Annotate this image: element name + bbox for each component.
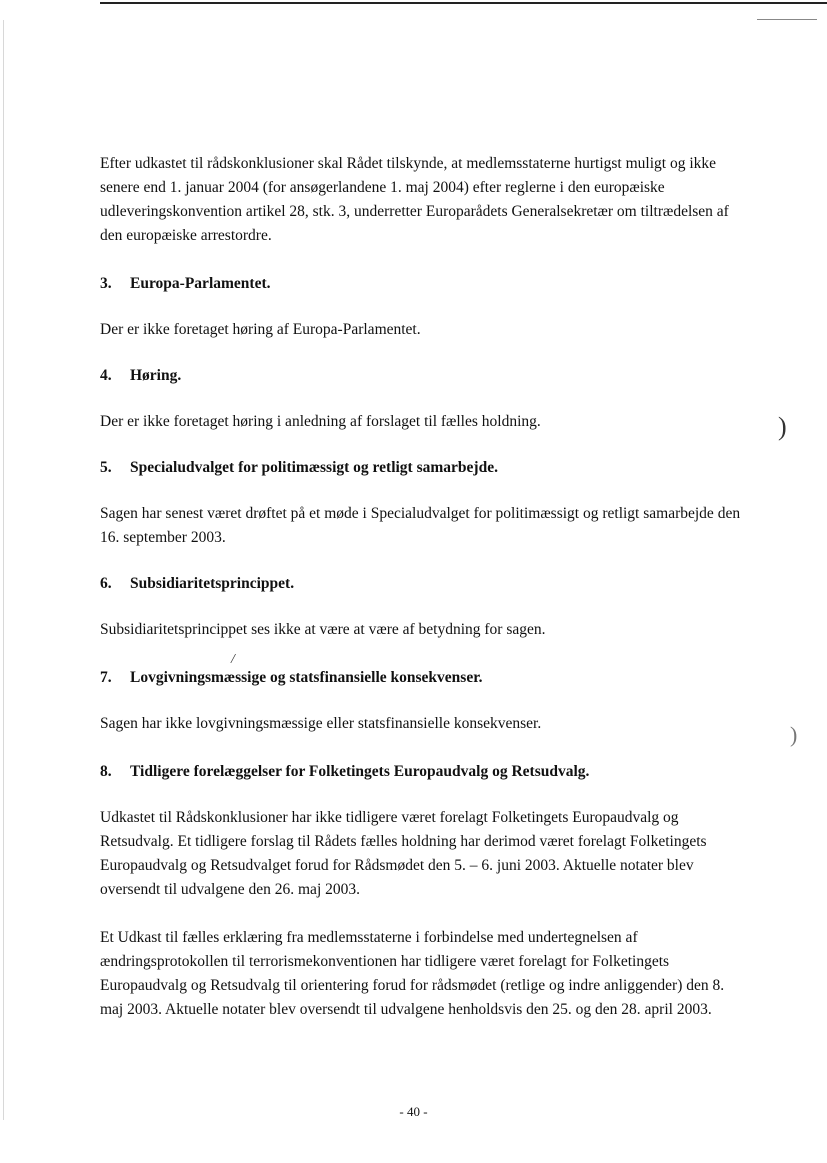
section-title: Specialudvalget for politimæssigt og retligt samarbejde.	[130, 459, 498, 476]
section-number: 7.	[100, 669, 112, 686]
section-5	[100, 456, 750, 550]
section-number: 6.	[100, 575, 112, 592]
section-8	[100, 760, 750, 902]
section-4	[100, 364, 750, 434]
section-title: Tidligere forelæggelser for Folketingets Europaudvalg og Retsudvalg.	[130, 763, 590, 780]
section-heading	[100, 364, 750, 388]
section-body: Subsidiaritetsprincippet ses ikke at være at være af betydning for sagen.	[100, 621, 546, 638]
document-body	[100, 152, 750, 1022]
section-heading	[100, 272, 750, 296]
section-body: Udkastet til Rådskonklusioner har ikke tidligere været forelagt Folketingets Europaudvalg og Retsudvalg. Et tidligere forslag til Rådets fælles holdning har derimod været forelagt Folketingets Europaudvalg og Retsudvalget forud for Rådsmødet den 5. – 6. juni 2003. Aktuelle notater blev oversendt til udvalgene den 26. maj 2003.	[100, 809, 707, 898]
intro-paragraph: Efter udkastet til rådskonklusioner skal Rådet tilskynde, at medlemsstaterne hurtigst muligt og ikke senere end 1. januar 2004 (for ansøgerlandene 1. maj 2004) efter reglerne i den europæiske udleveringskonvention artikel 28, stk. 3, underretter Europarådets Generalsekretær om tiltrædelsen af den europæiske arrestordre.	[100, 155, 729, 244]
section-number: 4.	[100, 367, 112, 384]
scan-mark-bracket: )	[778, 412, 787, 441]
scan-mark-bracket-faint: )	[790, 722, 798, 747]
section-heading	[100, 572, 750, 596]
section-body: Der er ikke foretaget høring i anledning af forslaget til fælles holdning.	[100, 413, 541, 430]
scan-mark-tick: /	[231, 652, 235, 667]
section-number: 3.	[100, 275, 112, 292]
section-body: Sagen har senest været drøftet på et møde i Specialudvalget for politimæssigt og retligt samarbejde den 16. september 2003.	[100, 505, 741, 546]
section-heading	[100, 666, 750, 690]
section-3	[100, 272, 750, 342]
section-title: Europa-Parlamentet.	[130, 275, 271, 292]
section-body: Sagen har ikke lovgivningsmæssige eller statsfinansielle konsekvenser.	[100, 715, 542, 732]
top-rule-right	[757, 19, 817, 20]
section-body: Der er ikke foretaget høring af Europa-Parlamentet.	[100, 321, 421, 338]
section-7	[100, 666, 750, 736]
top-rule	[100, 2, 827, 4]
section-heading	[100, 760, 750, 784]
scan-left-edge	[3, 20, 4, 1120]
section-title: Subsidiaritetsprincippet.	[130, 575, 295, 592]
page-number: - 40 -	[399, 1104, 428, 1119]
section-title: Høring.	[130, 367, 182, 384]
section-number: 8.	[100, 763, 112, 780]
section-6	[100, 572, 750, 642]
section-number: 5.	[100, 459, 112, 476]
section-title: Lovgivningsmæssige og statsfinansielle konsekvenser.	[130, 669, 483, 686]
section-heading	[100, 456, 750, 480]
closing-paragraph: Et Udkast til fælles erklæring fra medlemsstaterne i forbindelse med undertegnelsen af ændringsprotokollen til terrorismekonventionen har tidligere været forelagt for Folketingets Europaudvalg og Retsudvalg til orientering forud for rådsmødet (retlige og indre anliggender) den 8. maj 2003. Aktuelle notater blev oversendt til udvalgene henholdsvis den 25. og den 28. april 2003.	[100, 929, 725, 1018]
